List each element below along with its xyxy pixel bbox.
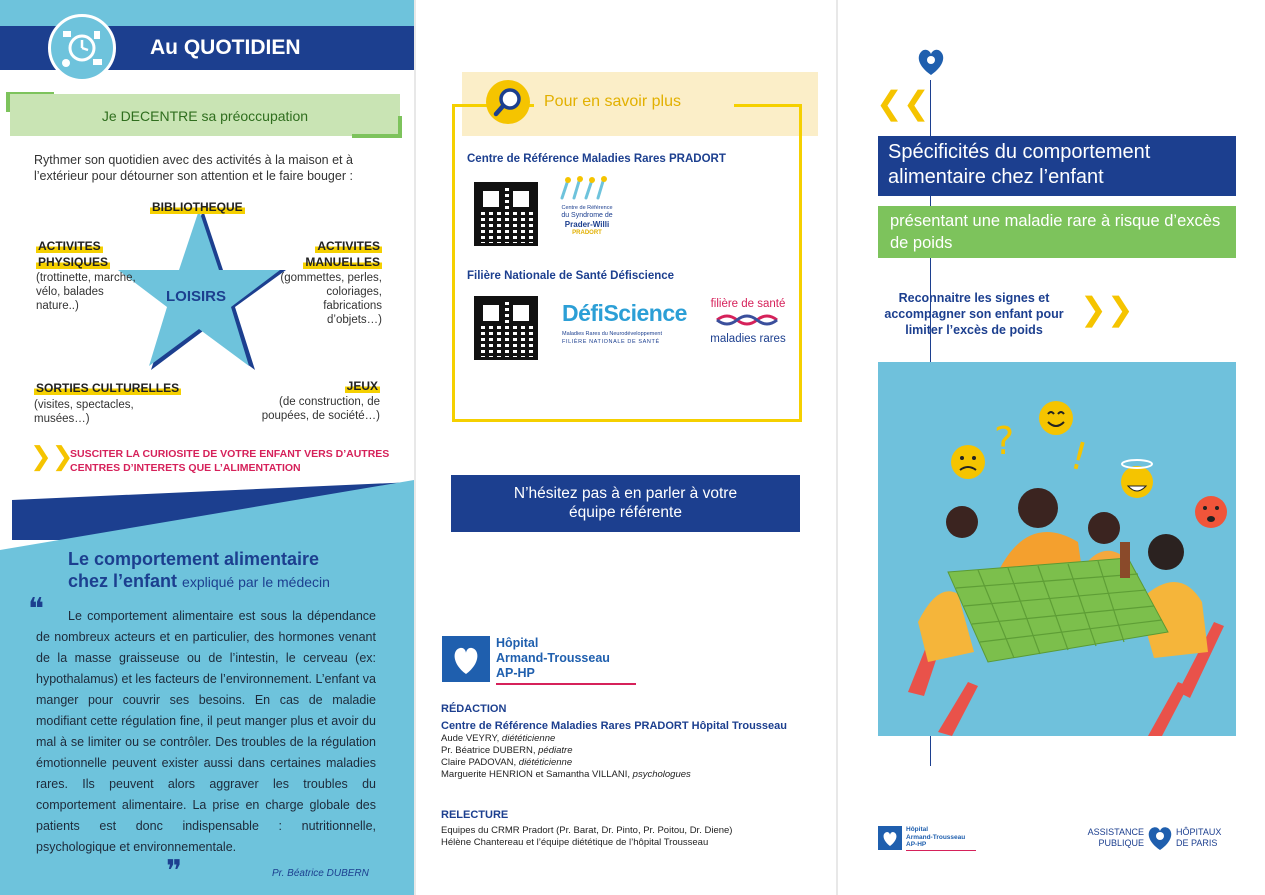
callout-chevron-icon: ❯❯ bbox=[30, 442, 74, 472]
hospital-logo-text: Hôpital Armand-Trousseau AP-HP bbox=[496, 636, 610, 680]
hospital-logo bbox=[442, 636, 638, 688]
small-hospital-logo bbox=[878, 826, 978, 854]
hospital-logo-underline bbox=[496, 683, 636, 685]
intro-text: Rythmer son quotidien avec des activités à la maison et à l’extérieur pour détourner son attention et le faire bouger : bbox=[34, 153, 353, 183]
activity-cultural-body: (visites, spectacles, musées…) bbox=[34, 399, 134, 425]
doctor-section-title: Le comportement alimentaire chez l’enfant expliqué par le médecin bbox=[68, 549, 330, 591]
doctor-text: Le comportement alimentaire est sous la dépendance de nombreux acteurs et en particulier, des hormones venant de la masse graisseuse ou de l’intestin, le cerveau (ex: hypothalamus) et les facteurs de l’environnement. L’enfant va manger pour couvrir ses besoins. En cas de maladie modifiant cette régulation fine, il peut manger plus et avoir du mal à se limiter ou se contrôler. Des troubles de la régulation émotionnelle peuvent exister aussi dans certaines maladies rares. Ils peuvent alors aggraver les troubles du comportement alimentaire. La prise en charge globale des patients est donc indispensable : nutritionnelle, psychologique et environnementale. bbox=[36, 609, 376, 854]
relecture-lines bbox=[441, 825, 732, 849]
section-banner-text: Je DECENTRE sa préoccupation bbox=[101, 108, 309, 124]
activity-manual-body: (gommettes, perles, coloriages, fabrications d’objets…) bbox=[280, 272, 382, 326]
activity-games-title: JEUX bbox=[346, 379, 378, 393]
panel-left bbox=[0, 0, 414, 895]
defiscience-logo bbox=[562, 300, 692, 345]
relecture-title: RELECTURE bbox=[441, 809, 509, 821]
relecture-line: Equipes du CRMR Pradort (Pr. Barat, Dr. Pinto, Pr. Poitou, Dr. Diene) bbox=[441, 825, 733, 836]
redaction-title: RÉDACTION bbox=[441, 703, 507, 715]
small-hospital-logo-underline bbox=[906, 850, 976, 851]
filiere-logo-line2: maladies rares bbox=[710, 333, 786, 345]
center2-title: Filière Nationale de Santé Défiscience bbox=[467, 270, 675, 282]
activity-library: BIBLIOTHEQUE bbox=[152, 200, 243, 214]
hospital-logo-mark bbox=[442, 636, 490, 682]
panel-middle bbox=[416, 0, 836, 895]
relecture-line: Hélène Chantereau et l’équipe diététique de l’hôpital Trousseau bbox=[441, 837, 709, 848]
aphp-logo-left: ASSISTANCE PUBLIQUE bbox=[1087, 827, 1144, 848]
defiscience-logo-sub1: Maladies Rares du Neurodéveloppement bbox=[562, 331, 662, 337]
activity-manual-title: ACTIVITES MANUELLES bbox=[305, 239, 380, 269]
heart-logo-icon bbox=[916, 48, 946, 76]
activity-physical-body: (trottinette, marche, vélo, balades nature..) bbox=[36, 272, 136, 312]
filiere-logo-line1: filière de santé bbox=[710, 298, 786, 310]
star-center-label: LOISIRS bbox=[166, 288, 227, 305]
subtitle: présentant une maladie rare à risque d’excès de poids bbox=[878, 206, 1236, 258]
quote-open-icon: ❝ bbox=[28, 592, 45, 627]
doctor-signature: Pr. Béatrice DUBERN bbox=[272, 868, 369, 879]
activity-cultural-title: SORTIES CULTURELLES bbox=[36, 381, 180, 395]
defiscience-logo-sub2: FILIÈRE NATIONALE DE SANTÉ bbox=[562, 339, 660, 345]
quote-close-icon: ❞ bbox=[166, 854, 183, 889]
redaction-org: Centre de Référence Maladies Rares PRADORT Hôpital Trousseau bbox=[441, 720, 787, 732]
pradort-logo-line2: du Syndrome de bbox=[561, 212, 613, 219]
aphp-logo-right: HÔPITAUX DE PARIS bbox=[1176, 827, 1222, 848]
svg-text:?: ? bbox=[994, 419, 1015, 463]
tagline: Reconnaitre les signes et accompagner son enfant pour limiter l’excès de poids bbox=[884, 291, 1064, 337]
aphp-heart-icon bbox=[1146, 824, 1174, 852]
small-hospital-logo-mark bbox=[878, 826, 902, 850]
info-title: Pour en savoir plus bbox=[544, 93, 681, 110]
center1-title: Centre de Référence Maladies Rares PRADORT bbox=[467, 153, 726, 165]
svg-text:!: ! bbox=[1065, 433, 1092, 480]
pradort-logo-line4: PRADORT bbox=[572, 230, 602, 236]
title-chevron-icon: ❮❮ bbox=[876, 84, 930, 122]
small-hospital-logo-text: Hôpital Armand-Trousseau AP-HP bbox=[906, 826, 966, 848]
daily-routine-icon bbox=[48, 14, 116, 82]
info-box bbox=[452, 104, 802, 422]
family-meal-illustration bbox=[878, 362, 1236, 736]
defiscience-qr-code[interactable] bbox=[474, 296, 538, 360]
pradort-qr-code[interactable] bbox=[474, 182, 538, 246]
redaction-person: Aude VEYRY, diététicienne bbox=[441, 733, 556, 744]
redaction-people bbox=[441, 733, 691, 781]
tagline-chevron-icon: ❯❯ bbox=[1080, 290, 1134, 328]
pradort-logo bbox=[554, 176, 620, 248]
redaction-person: Claire PADOVAN, diététicienne bbox=[441, 757, 573, 768]
cta-box: N’hésitez pas à en parler à votre équipe référente bbox=[451, 475, 800, 532]
redaction-person: Pr. Béatrice DUBERN, pédiatre bbox=[441, 745, 573, 756]
pradort-logo-line3: Prader-Willi bbox=[564, 220, 610, 229]
filiere-logo bbox=[710, 298, 786, 345]
banner-accent-right bbox=[352, 134, 402, 138]
search-icon bbox=[486, 80, 530, 124]
defiscience-logo-text: DéfiScience bbox=[562, 300, 687, 326]
aphp-logo bbox=[1086, 824, 1238, 854]
panel-right bbox=[838, 0, 1265, 895]
activity-games-body: (de construction, de poupées, de société…) bbox=[261, 396, 380, 422]
callout-text: SUSCITER LA CURIOSITE DE VOTRE ENFANT VERS D’AUTRES CENTRES D’INTERETS QUE L’ALIMENTATION bbox=[70, 448, 390, 474]
activity-physical-title: ACTIVITES PHYSIQUES bbox=[38, 239, 109, 269]
redaction-person: Marguerite HENRION et Samantha VILLANI, psychologues bbox=[441, 769, 691, 780]
main-title: Spécificités du comportement alimentaire chez l’enfant bbox=[878, 136, 1236, 196]
header-title: Au QUOTIDIEN bbox=[150, 36, 301, 59]
pradort-logo-line1: Centre de Référence bbox=[561, 205, 613, 211]
